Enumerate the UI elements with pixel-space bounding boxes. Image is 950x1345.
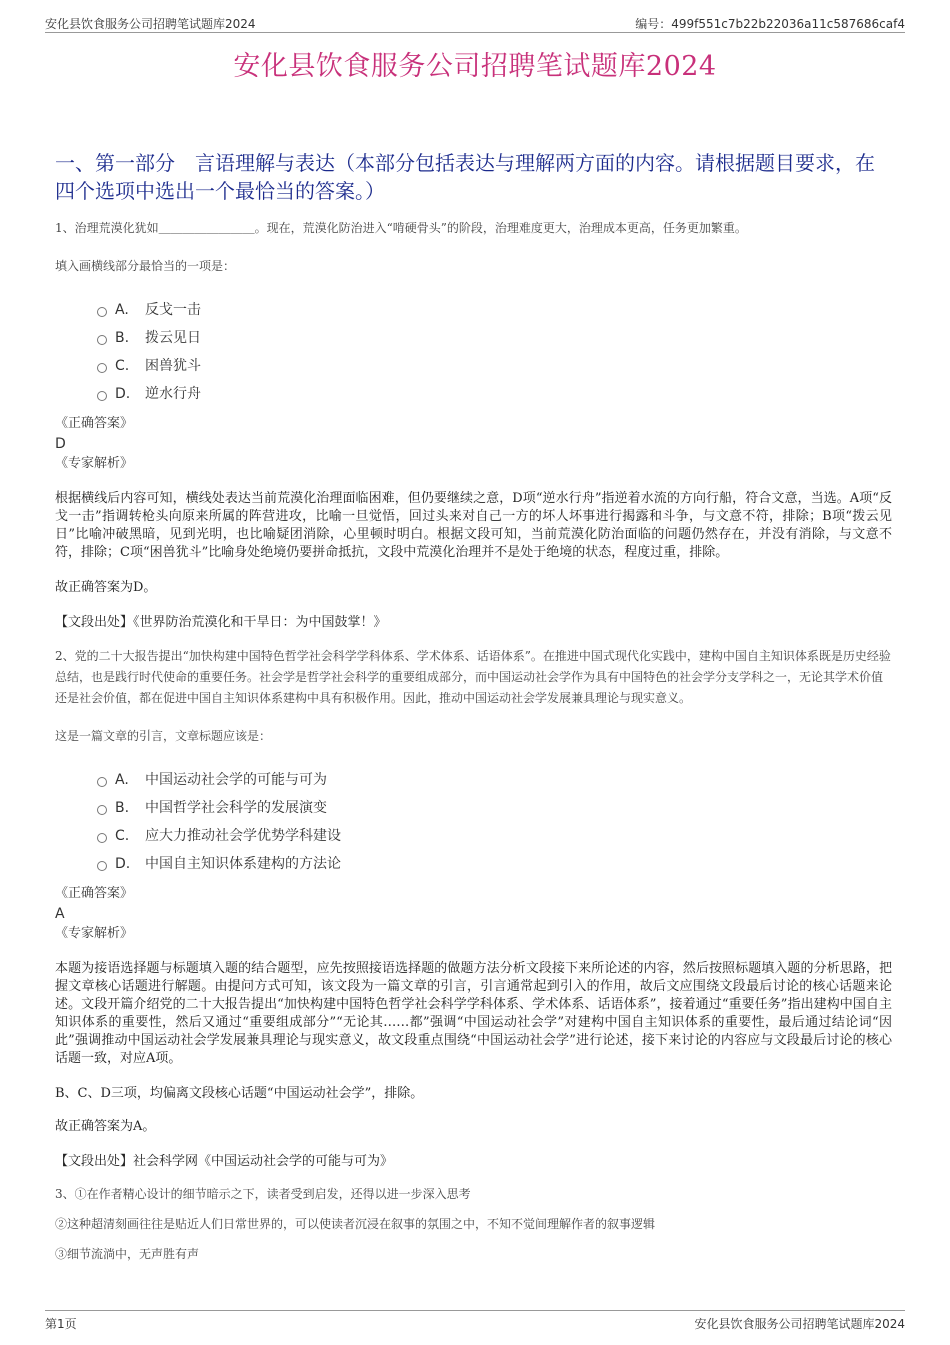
header-doc-id: 编号：499f551c7b22b22036a11c587686caf4	[635, 17, 905, 31]
option-c[interactable]	[97, 352, 892, 380]
option-text: 反戈一击	[145, 302, 201, 318]
source-citation: 【文段出处】《世界防治荒漠化和干旱日：为中国鼓掌！》	[55, 615, 387, 630]
option-text: 中国自主知识体系建构的方法论	[145, 856, 341, 872]
option-letter: D.	[115, 856, 131, 872]
final-answer: 故正确答案为A。	[55, 1119, 156, 1134]
option-text: 拨云见日	[145, 330, 201, 346]
option-letter: A.	[115, 302, 129, 318]
radio-icon[interactable]	[97, 391, 107, 401]
q3-line-3: ③细节流淌中，无声胜有声	[55, 1247, 200, 1261]
footer-doc-name: 安化县饮食服务公司招聘笔试题库2024	[694, 1317, 905, 1331]
options-list	[97, 296, 892, 408]
correct-answer-label: 《正确答案》	[55, 416, 134, 431]
page-footer	[45, 1310, 905, 1331]
option-d[interactable]	[97, 850, 892, 878]
final-answer: 故正确答案为D。	[55, 580, 157, 595]
radio-icon[interactable]	[97, 335, 107, 345]
option-text: 逆水行舟	[145, 386, 201, 402]
option-letter: B.	[115, 800, 130, 816]
option-letter: A.	[115, 772, 129, 788]
radio-icon[interactable]	[97, 777, 107, 787]
page-number: 第1页	[45, 1317, 77, 1331]
expert-analysis-label: 《专家解析》	[55, 456, 134, 471]
option-a[interactable]	[97, 296, 892, 324]
option-text: 应大力推动社会学优势学科建设	[145, 828, 341, 844]
option-a[interactable]	[97, 766, 892, 794]
correct-answer-value: A	[55, 906, 65, 922]
option-b[interactable]	[97, 794, 892, 822]
radio-icon[interactable]	[97, 861, 107, 871]
option-d[interactable]	[97, 380, 892, 408]
q3-line-1: 3、①在作者精心设计的细节暗示之下，读者受到启发，还得以进一步深入思考	[55, 1187, 471, 1201]
question-1	[55, 218, 892, 630]
question-2	[55, 646, 892, 1169]
option-letter: D.	[115, 386, 131, 402]
option-c[interactable]	[97, 822, 892, 850]
option-text: 中国哲学社会科学的发展演变	[145, 800, 327, 816]
header-doc-name: 安化县饮食服务公司招聘笔试题库2024	[45, 17, 256, 31]
section-heading: 一、第一部分 言语理解与表达（本部分包括表达与理解两方面的内容。请根据题目要求，在四个选项中选出一个最恰当的答案。）	[55, 151, 875, 203]
source-citation: 【文段出处】社会科学网《中国运动社会学的可能与可为》	[55, 1154, 394, 1169]
question-stem: 2、党的二十大报告提出“加快构建中国特色哲学社会科学学科体系、学术体系、话语体系”。在推进中国式现代化实践中，建构中国自主知识体系既是历史经验总结，也是践行时代使命的重要任务。社会学是哲学社会科学的重要组成部分，而中国运动社会学作为具有中国特色的社会学分支学科之一，无论其学术价值还是社会价值，都在促进中国自主知识体系建构中具有积极作用。因此，推动中国运动社会学发展兼具理论与现实意义。	[55, 649, 891, 705]
radio-icon[interactable]	[97, 307, 107, 317]
question-prompt: 这是一篇文章的引言，文章标题应该是：	[55, 729, 272, 743]
page-header	[45, 14, 905, 33]
options-list	[97, 766, 892, 878]
question-3	[55, 1185, 892, 1263]
option-letter: C.	[115, 828, 130, 844]
radio-icon[interactable]	[97, 363, 107, 373]
analysis-text: 根据横线后内容可知，横线处表达当前荒漠化治理面临困难，但仍要继续之意，D项“逆水行舟”指逆着水流的方向行船，符合文意，当选。A项“反戈一击”指调转枪头向原来所属的阵营进攻，比喻一旦觉悟，回过头来对自己一方的坏人坏事进行揭露和斗争，与文意不符，排除；B项“拨云见日”比喻冲破黑暗，见到光明，也比喻疑团消除，心里顿时明白。根据文段可知，当前荒漠化防治面临的问题仍然存在，并没有消除，与文意不符，排除；C项“困兽犹斗”比喻身处绝境仍要拼命抵抗，文段中荒漠化治理并不是处于绝境的状态，程度过重，排除。	[55, 491, 892, 560]
radio-icon[interactable]	[97, 805, 107, 815]
question-prompt: 填入画横线部分最恰当的一项是：	[55, 259, 236, 273]
expert-analysis-label: 《专家解析》	[55, 926, 134, 941]
question-stem: 1、治理荒漠化犹如＿＿＿＿＿＿＿＿。现在，荒漠化防治进入“啃硬骨头”的阶段，治理难度更大，治理成本更高，任务更加繁重。	[55, 221, 747, 235]
content	[55, 218, 892, 1275]
q3-line-2: ②这种超清刻画往往是贴近人们日常世界的，可以使读者沉浸在叙事的氛围之中，不知不觉间理解作者的叙事逻辑	[55, 1217, 656, 1231]
document-title: 安化县饮食服务公司招聘笔试题库2024	[233, 51, 717, 82]
option-text: 中国运动社会学的可能与可为	[145, 772, 327, 788]
analysis-text: 本题为接语选择题与标题填入题的结合题型，应先按照接语选择题的做题方法分析文段接下来所论述的内容，然后按照标题填入题的分析思路，把握文章核心话题进行解题。由提问方式可知，该文段为一篇文章的引言，引言通常起到引入的作用，故后文应围绕文段最后讨论的核心话题来论述。文段开篇介绍党的二十大报告提出“加快构建中国特色哲学社会科学学科体系、学术体系、话语体系”，接着通过“重要任务”指出建构中国自主知识体系的重要性，然后又通过“重要组成部分”“无论其……都”强调“中国运动社会学”对建构中国自主知识体系的重要性，最后通过结论词“因此”强调推动中国运动社会学发展兼具理论与现实意义，故文段重点围绕“中国运动社会学”进行论述，接下来讨论的内容应与文段最后讨论的核心话题一致，对应A项。	[55, 961, 892, 1066]
radio-icon[interactable]	[97, 833, 107, 843]
option-letter: C.	[115, 358, 130, 374]
option-text: 困兽犹斗	[145, 358, 201, 374]
correct-answer-value: D	[55, 436, 66, 452]
option-b[interactable]	[97, 324, 892, 352]
correct-answer-label: 《正确答案》	[55, 886, 134, 901]
analysis-extra: B、C、D三项，均偏离文段核心话题“中国运动社会学”，排除。	[55, 1086, 424, 1101]
option-letter: B.	[115, 330, 130, 346]
